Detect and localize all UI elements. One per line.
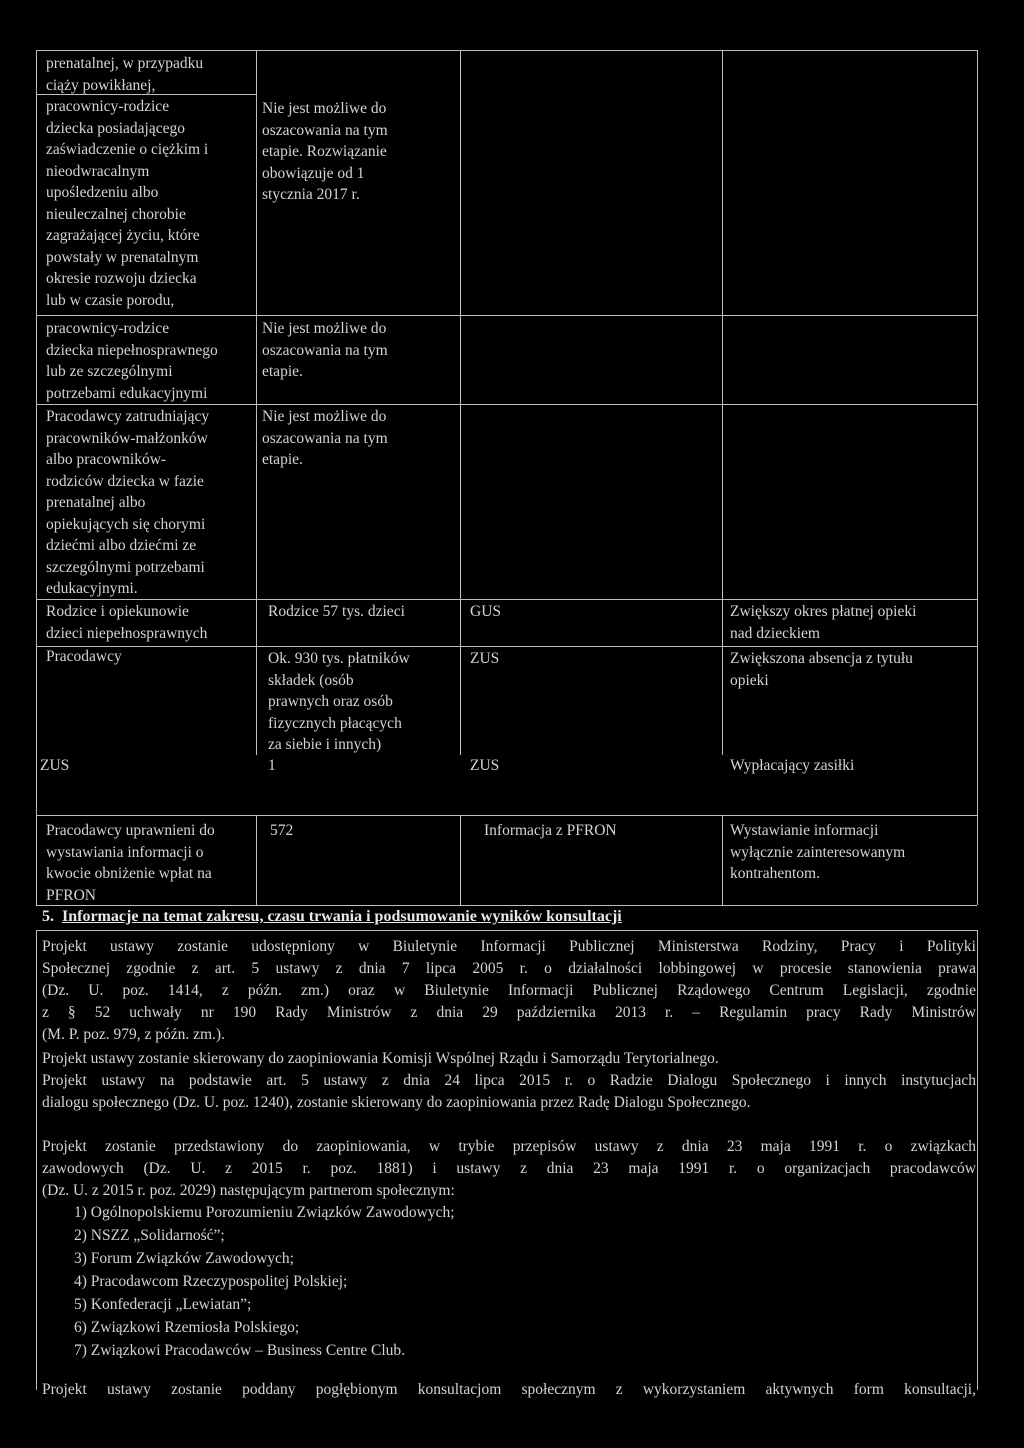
table-right-border bbox=[977, 50, 978, 905]
table-left-border bbox=[36, 50, 37, 905]
table-cell-source: GUS bbox=[470, 603, 502, 620]
section-box-right bbox=[977, 930, 978, 1390]
table-cell-size: Nie jest możliwe do oszacowania na tym etapie. bbox=[262, 408, 388, 468]
table-cell-group: Pracodawcy uprawnieni do wystawiania informacji o kwocie obniżenie wpłat na PFRON bbox=[46, 822, 215, 904]
paragraph: Projekt ustawy zostanie skierowany do zaopiniowania Komisji Wspólnej Rządu i Samorządu Terytorialnego. bbox=[42, 1050, 719, 1067]
table-cell-group: prenatalnej, w przypadku ciąży powikłanej, pracownicy-rodzice dziecka posiadającego zaświadczenie o ciężkim i nieodwracalnym upośledzeniu albo nieuleczalnej chorobie zagrażającej życiu, które powstały w prenatalnym okresie rozwoju dziecka lub w czasie porodu, bbox=[46, 55, 209, 309]
section-number: 5. bbox=[42, 908, 54, 925]
table-cell-size: Nie jest możliwe do oszacowania na tym etapie. bbox=[262, 320, 388, 380]
table-row-divider bbox=[36, 646, 977, 647]
list-item: 5) Konfederacji „Lewiatan”; bbox=[74, 1296, 252, 1313]
paragraph-line: Projekt zostanie przedstawiony do zaopiniowania, w trybie przepisów ustawy z dnia 23 maja 1991 r. o związkach bbox=[42, 1138, 976, 1155]
table-row-divider bbox=[36, 815, 977, 816]
list-item: 6) Związkowi Rzemiosła Polskiego; bbox=[74, 1319, 300, 1336]
paragraph-line: (M. P. poz. 979, z późn. zm.). bbox=[42, 1026, 225, 1043]
paragraph-line: Projekt ustawy na podstawie art. 5 ustawy z dnia 24 lipca 2015 r. o Radzie Dialogu Społecznego i innych instytucjach bbox=[42, 1072, 976, 1089]
table-col-divider bbox=[256, 50, 257, 755]
table-cell-source: Informacja z PFRON bbox=[484, 822, 617, 839]
section-heading bbox=[42, 906, 622, 928]
table-col-divider bbox=[722, 50, 723, 755]
table-cell-group: pracownicy-rodzice dziecka niepełnosprawnego lub ze szczególnymi potrzebami edukacyjnymi bbox=[46, 320, 218, 402]
table-cell-group: Pracodawcy bbox=[46, 648, 122, 665]
list-item: 7) Związkowi Pracodawców – Business Centre Club. bbox=[74, 1342, 406, 1359]
table-cell-impact: Wypłacający zasiłki bbox=[730, 757, 855, 774]
table-col-divider bbox=[722, 815, 723, 905]
table-cell-impact: Wystawianie informacji wyłącznie zainteresowanym kontrahentom. bbox=[730, 822, 906, 882]
section-box-left bbox=[36, 930, 37, 1390]
paragraph-line: (Dz. U. poz. 1414, z późn. zm.) oraz w Biuletynie Informacji Publicznej Rządowego Centrum Legislacji, zgodnie bbox=[42, 982, 976, 999]
table-cell-source: ZUS bbox=[470, 650, 500, 667]
table-col-divider bbox=[460, 815, 461, 905]
list-item: 1) Ogólnopolskiemu Porozumieniu Związków Zawodowych; bbox=[74, 1204, 455, 1221]
table-top-border bbox=[36, 50, 977, 51]
table-col-divider bbox=[256, 815, 257, 905]
table-cell-impact: Zwiększy okres płatnej opieki nad dzieckiem bbox=[730, 603, 917, 642]
paragraph-line: zawodowych (Dz. U. z 2015 r. poz. 1881) i ustawy z dnia 23 maja 1991 r. o organizacjach pracodawców bbox=[42, 1160, 976, 1177]
paragraph-line: dialogu społecznego (Dz. U. poz. 1240), zostanie skierowany do zaopiniowania przez Radę Dialogu Społecznego. bbox=[42, 1094, 751, 1111]
paragraph-line: Społecznej zgodnie z art. 5 ustawy z dnia 7 lipca 2005 r. o działalności lobbingowej w procesie stanowienia prawa bbox=[42, 960, 976, 977]
paragraph-line: Projekt ustawy zostanie poddany pogłębionym konsultacjom społecznym z wykorzystaniem aktywnych form konsultacji, bbox=[42, 1381, 976, 1398]
table-cell-size: 572 bbox=[270, 822, 294, 839]
table-cell-size: Rodzice 57 tys. dzieci bbox=[268, 603, 405, 620]
table-cell-size: 1 bbox=[268, 757, 276, 774]
table-cell-size: Nie jest możliwe do oszacowania na tym etapie. Rozwiązanie obowiązuje od 1 stycznia 2017 r. bbox=[262, 100, 388, 203]
paragraph-line: Projekt ustawy zostanie udostępniony w Biuletynie Informacji Publicznej Ministerstwa Rodziny, Pracy i Polityki bbox=[42, 938, 976, 955]
paragraph-line: (Dz. U. z 2015 r. poz. 2029) następującym partnerom społecznym: bbox=[42, 1182, 455, 1199]
table-cell-size: Ok. 930 tys. płatników składek (osób prawnych oraz osób fizycznych płacących za siebie i innych) bbox=[268, 650, 410, 753]
list-item: 2) NSZZ „Solidarność”; bbox=[74, 1227, 225, 1244]
table-cell-source: ZUS bbox=[470, 757, 500, 774]
table-cell-group: Rodzice i opiekunowie dzieci niepełnosprawnych bbox=[46, 603, 208, 642]
section-title: Informacje na temat zakresu, czasu trwania i podsumowanie wyników konsultacji bbox=[62, 908, 622, 925]
table-cell-group: Pracodawcy zatrudniający pracowników-małżonków albo pracowników- rodziców dziecka w fazie prenatalnej albo opiekujących się chorymi dziećmi albo dziećmi ze szczególnymi potrzebami edukacyjnymi. bbox=[46, 408, 210, 597]
table-row-divider bbox=[36, 315, 977, 316]
table-cell-impact: Zwiększona absencja z tytułu opieki bbox=[730, 650, 913, 689]
table-col-divider bbox=[460, 50, 461, 755]
table-cell-group: ZUS bbox=[40, 757, 70, 774]
table-row-divider bbox=[36, 404, 977, 405]
paragraph-line: z § 52 uchwały nr 190 Rady Ministrów z dnia 29 października 2013 r. – Regulamin pracy Rady Ministrów bbox=[42, 1004, 976, 1021]
section-box-top bbox=[36, 930, 977, 931]
list-item: 3) Forum Związków Zawodowych; bbox=[74, 1250, 294, 1267]
list-item: 4) Pracodawcom Rzeczypospolitej Polskiej; bbox=[74, 1273, 348, 1290]
